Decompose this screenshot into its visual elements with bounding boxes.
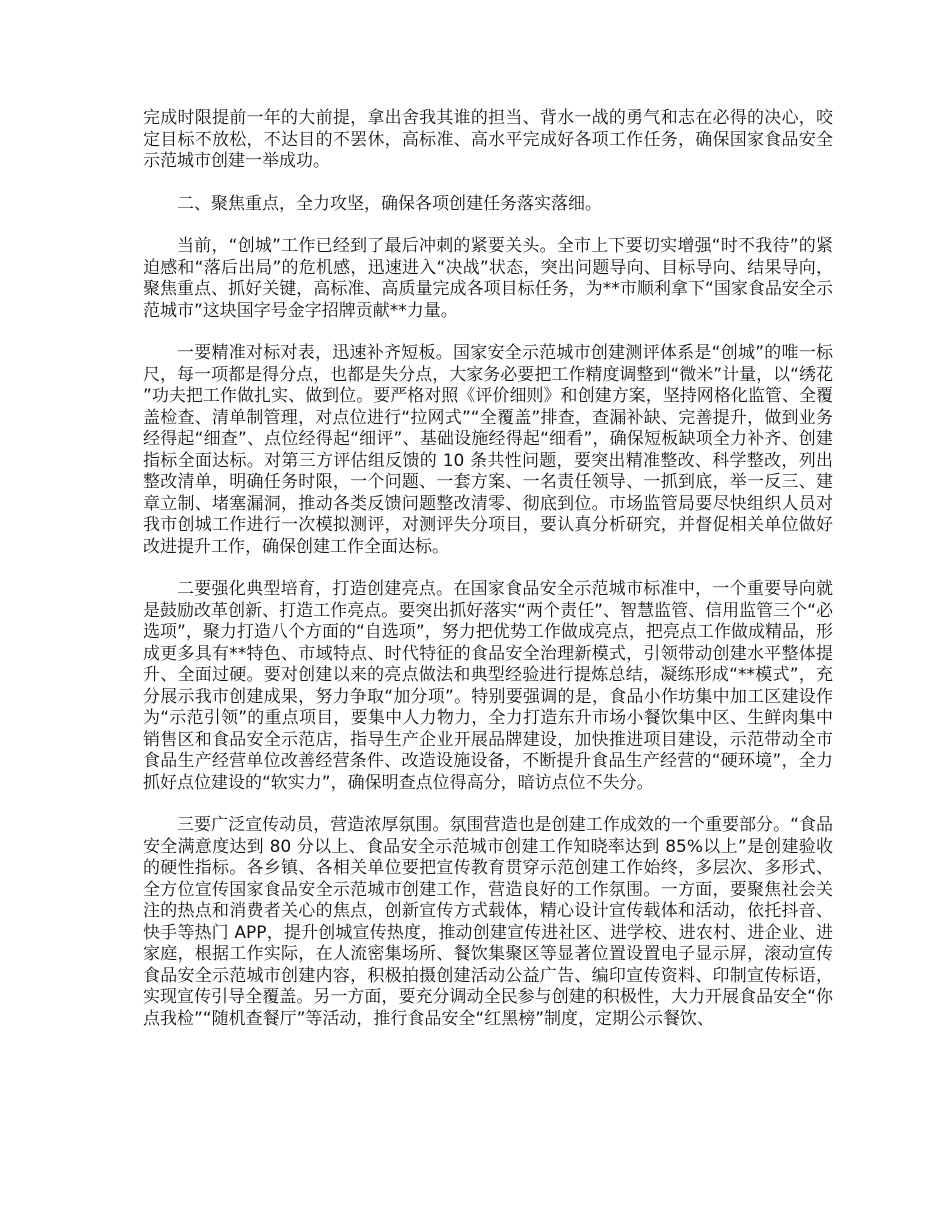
paragraph-current-situation: 当前，“创城”工作已经到了最后冲刺的紧要关头。全市上下要切实增强“时不我待”的紧迫感和“落后出局”的危机感，迅速进入“决战”状态，突出问题导向、目标导向、结果导向，聚焦重点、抓好关键，高标准、高质量完成各项目标任务，为**市顺利拿下“国家食品安全示范城市”这块国字号金字招牌贡献**力量。 (143, 236, 833, 321)
paragraph-point-three: 三要广泛宣传动员，营造浓厚氛围。氛围营造也是创建工作成效的一个重要部分。“食品安全满意度达到 80 分以上、食品安全示范城市创建工作知晓率达到 85%以上”是创建验收的硬性指标。各乡镇、各相关单位要把宣传教育贯穿示范创建工作始终，多层次、多形式、全方位宣传国家食品安全示范城市创建工作，营造良好的工作氛围。一方面，要聚焦社会关注的热点和消费者关心的焦点，创新宣传方式载体，精心设计宣传载体和活动，依托抖音、快手等热门 APP，提升创城宣传热度，推动创建宣传进社区、进学校、进农村、进企业、进家庭，根据工作实际，在人流密集场所、餐饮集聚区等显著位置设置电子显示屏，滚动宣传食品安全示范城市创建内容，积极拍摄创建活动公益广告、编印宣传资料、印制宣传标语，实现宣传引导全覆盖。另一方面，要充分调动全民参与创建的积极性，大力开展食品安全“你点我检”“随机查餐厅”等活动，推行食品安全“红黑榜”制度，定期公示餐饮、 (143, 815, 833, 1029)
paragraph-point-two: 二要强化典型培育，打造创建亮点。在国家食品安全示范城市标准中，一个重要导向就是鼓励改革创新、打造工作亮点。要突出抓好落实“两个责任”、智慧监管、信用监管三个“必选项”，聚力打造八个方面的“自选项”，努力把优势工作做成亮点，把亮点工作做成精品，形成更多具有**特色、市域特点、时代特征的食品安全治理新模式，引领带动创建水平整体提升、全面过硬。要对创建以来的亮点做法和典型经验进行提炼总结，凝练形成“**模式”，充分展示我市创建成果，努力争取“加分项”。特别要强调的是，食品小作坊集中加工区建设作为“示范引领”的重点项目，要集中人力物力，全力打造东升市场小餐饮集中区、生鲜肉集中销售区和食品安全示范店，指导生产企业开展品牌建设，加快推进项目建设，示范带动全市食品生产经营单位改善经营条件、改造设施设备，不断提升食品生产经营的“硬环境”，全力抓好点位建设的“软实力”，确保明查点位得高分，暗访点位不失分。 (143, 579, 833, 793)
document-page (143, 108, 833, 1051)
paragraph-point-one: 一要精准对标对表，迅速补齐短板。国家安全示范城市创建测评体系是“创城”的唯一标尺，每一项都是得分点，也都是失分点，大家务必要把工作精度调整到“微米”计量，以“绣花”功夫把工作做扎实、做到位。要严格对照《评价细则》和创建方案，坚持网格化监管、全覆盖检查、清单制管理，对点位进行“拉网式”“全覆盖”排查，查漏补缺、完善提升，做到业务经得起“细查”、点位经得起“细评”、基础设施经得起“细看”，确保短板缺项全力补齐、创建指标全面达标。对第三方评估组反馈的 10 条共性问题，要突出精准整改、科学整改，列出整改清单，明确任务时限，一个问题、一套方案、一名责任领导、一抓到底，举一反三、建章立制、堵塞漏洞，推动各类反馈问题整改清零、彻底到位。市场监管局要尽快组织人员对我市创城工作进行一次模拟测评，对测评失分项目，要认真分析研究，并督促相关单位做好改进提升工作，确保创建工作全面达标。 (143, 343, 833, 557)
section-heading: 二、聚焦重点，全力攻坚，确保各项创建任务落实落细。 (177, 193, 602, 214)
paragraph-continuation: 完成时限提前一年的大前提，拿出舍我其谁的担当、背水一战的勇气和志在必得的决心，咬定目标不放松，不达目的不罢休，高标准、高水平完成好各项工作任务，确保国家食品安全示范城市创建一举成功。 (143, 108, 833, 171)
